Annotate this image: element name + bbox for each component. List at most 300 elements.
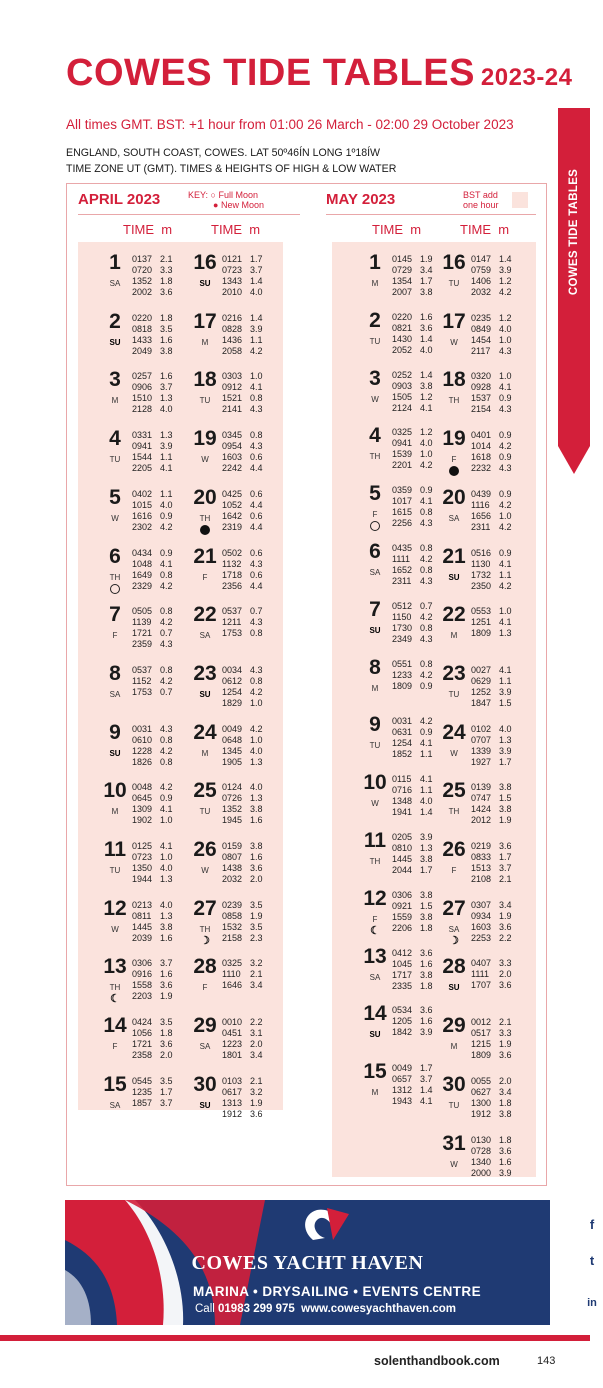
tide-time: 1233	[392, 669, 413, 680]
tide-row	[471, 874, 515, 885]
tide-row	[471, 1098, 515, 1109]
tide-row	[471, 1146, 515, 1157]
tide-row	[392, 507, 436, 518]
tide-height: 1.9	[499, 815, 512, 826]
tide-time: 1652	[392, 565, 413, 575]
tide-height: 4.0	[160, 404, 173, 415]
tide-height: 3.9	[499, 745, 512, 756]
tide-height: 4.3	[160, 639, 173, 650]
tide-row	[222, 393, 266, 404]
tide-row	[471, 324, 515, 335]
tide-row	[471, 1168, 515, 1179]
tide-height: 3.6	[250, 863, 263, 873]
tide-row	[132, 1039, 176, 1050]
tide-row	[132, 1098, 176, 1109]
tide-time: 1642	[222, 510, 243, 521]
tide-height: 3.6	[499, 1050, 512, 1061]
tide-row	[132, 265, 176, 276]
day-name: M	[201, 748, 209, 758]
footer-rule	[0, 1335, 590, 1341]
day-name: M	[371, 279, 379, 288]
day-number: 19	[442, 427, 466, 451]
tide-time: 1438	[222, 863, 243, 873]
day-name: M	[371, 1088, 379, 1098]
day-name: TU	[109, 866, 121, 875]
tide-time: 2205	[132, 463, 153, 474]
tide-row	[222, 441, 266, 452]
tide-row	[471, 1017, 515, 1028]
tide-row	[392, 1085, 436, 1096]
day-name: W	[450, 337, 458, 347]
tide-height: 3.8	[499, 1108, 512, 1119]
tide-row	[392, 1096, 436, 1107]
tide-height: 3.2	[250, 958, 263, 969]
tide-time: 2039	[132, 932, 153, 943]
tide-time: 0306	[392, 889, 413, 900]
tide-height: 0.9	[420, 727, 433, 738]
cowes-yacht-haven-ad[interactable]	[65, 1200, 597, 1325]
tide-height: 1.6	[420, 1016, 433, 1027]
tide-row	[132, 724, 176, 735]
tide-row	[471, 782, 515, 793]
tide-row	[392, 807, 436, 818]
tide-row	[471, 1135, 515, 1146]
tide-row	[471, 746, 515, 757]
tide-time: 1235	[132, 1086, 153, 1097]
tide-height: 4.3	[499, 404, 512, 415]
tide-time: 0402	[132, 488, 153, 499]
tide-height: 4.1	[160, 841, 173, 851]
day-number: 2	[369, 308, 381, 332]
tide-height: 0.8	[160, 569, 173, 580]
tide-time: 1505	[392, 391, 413, 402]
tide-time: 0012	[471, 1017, 492, 1028]
tide-height: 4.0	[499, 323, 512, 334]
tide-height: 1.9	[499, 1039, 512, 1050]
tide-time: 1521	[222, 393, 243, 404]
tide-height: 4.2	[499, 441, 512, 452]
tide-row	[222, 606, 266, 617]
tide-row	[471, 698, 515, 709]
tide-height: 4.3	[420, 576, 433, 586]
day-name: SU	[369, 625, 381, 635]
tide-height: 2.0	[499, 1075, 512, 1086]
tide-height: 3.4	[250, 980, 263, 991]
tide-time: 0537	[132, 664, 153, 675]
month-header-may: MAY 2023	[326, 191, 396, 208]
day-number: 17	[442, 309, 466, 333]
tide-height: 1.0	[499, 371, 512, 382]
tide-height: 4.0	[250, 782, 263, 793]
new-moon-icon: ●	[213, 200, 219, 210]
tide-height: 3.7	[160, 382, 173, 393]
day-number: 5	[109, 485, 121, 509]
tide-row	[222, 958, 266, 969]
tide-time: 1510	[132, 393, 153, 404]
tide-height: 1.3	[250, 756, 263, 767]
day-name: W	[371, 394, 379, 404]
tide-height: 3.6	[499, 841, 512, 851]
tide-row	[132, 371, 176, 382]
bst-swatch	[512, 192, 528, 208]
tide-row	[392, 485, 436, 496]
day-name: M	[111, 807, 119, 817]
title-year: 2023-24	[480, 64, 573, 91]
linkedin-icon[interactable]: in	[581, 1292, 603, 1314]
tide-time: 0941	[132, 441, 153, 452]
tide-row	[222, 430, 266, 441]
tide-time: 1313	[222, 1097, 243, 1108]
tide-time: 0048	[132, 782, 153, 793]
tide-row	[222, 841, 266, 852]
tide-time: 0723	[132, 852, 153, 862]
col-header: TIME m	[372, 222, 422, 237]
tide-height: 1.3	[250, 793, 263, 804]
tide-time: 2007	[392, 287, 413, 297]
day-name: TU	[369, 741, 381, 751]
tide-row	[392, 427, 436, 438]
tide-time: 0252	[392, 369, 413, 380]
tide-row	[471, 1050, 515, 1061]
tide-time: 0145	[392, 254, 413, 264]
day-name: TH	[369, 857, 381, 866]
day-number: 10	[103, 779, 127, 803]
tide-row	[132, 522, 176, 533]
tide-row	[222, 1039, 266, 1050]
tide-time: 2358	[132, 1050, 153, 1061]
tide-row	[392, 774, 436, 785]
day-number: 7	[109, 603, 121, 627]
tide-row	[471, 1087, 515, 1098]
day-name: TH	[448, 807, 460, 817]
tide-row	[392, 612, 436, 623]
tide-row	[471, 617, 515, 628]
tide-time: 2032	[222, 874, 243, 884]
tide-row	[471, 371, 515, 382]
tide-row	[222, 324, 266, 335]
tide-time: 0534	[392, 1005, 413, 1016]
tide-row	[132, 911, 176, 922]
tide-row	[471, 852, 515, 863]
tide-row	[471, 581, 515, 592]
tide-row	[222, 863, 266, 874]
tide-time: 1943	[392, 1096, 413, 1107]
tide-height: 2.1	[250, 1075, 263, 1086]
tide-row	[222, 698, 266, 709]
tide-row	[222, 346, 266, 357]
ad-tagline: MARINA • DRYSAILING • EVENTS CENTRE	[193, 1284, 481, 1299]
tide-height: 1.4	[420, 333, 433, 344]
tide-height: 1.0	[420, 449, 433, 460]
tide-time: 1649	[132, 569, 153, 580]
tide-time: 0325	[222, 958, 243, 969]
tide-time: 0818	[132, 323, 153, 334]
key-new-moon: New Moon	[220, 200, 264, 210]
tide-time: 0916	[132, 969, 153, 980]
footer-website[interactable]: solenthandbook.com	[374, 1354, 500, 1368]
tide-height: 3.8	[420, 380, 433, 391]
tide-height: 3.5	[160, 1017, 173, 1028]
tide-time: 0010	[222, 1017, 243, 1028]
tide-height: 1.8	[499, 1134, 512, 1145]
tide-time: 0435	[392, 543, 413, 553]
twitter-icon[interactable]: t	[581, 1250, 603, 1272]
tide-time: 2012	[471, 815, 492, 826]
day-name: F	[112, 1042, 118, 1052]
tide-row	[132, 559, 176, 570]
tide-height: 4.2	[499, 580, 512, 591]
tide-height: 3.5	[250, 921, 263, 932]
tide-height: 0.6	[250, 569, 263, 580]
tide-row	[392, 716, 436, 727]
tide-row	[392, 576, 436, 587]
tide-height: 3.9	[499, 686, 512, 697]
tide-time: 2356	[222, 580, 243, 591]
day-number: 25	[193, 779, 217, 803]
tide-time: 0849	[471, 323, 492, 334]
tide-time: 2058	[222, 345, 243, 356]
tide-time: 0537	[222, 606, 243, 617]
tide-height: 2.0	[250, 1039, 263, 1050]
tide-time: 0811	[132, 910, 152, 921]
tide-height: 3.8	[420, 911, 433, 922]
tide-row	[222, 874, 266, 885]
tide-row	[132, 958, 176, 969]
tide-time: 1445	[392, 854, 413, 864]
tide-height: 1.8	[160, 1028, 173, 1039]
tide-height: 1.0	[250, 734, 263, 745]
bst-note	[463, 190, 499, 210]
tide-time: 0412	[392, 947, 413, 958]
tide-row	[471, 793, 515, 804]
tide-time: 0545	[132, 1075, 153, 1086]
tide-time: 0726	[222, 793, 243, 804]
tide-time: 1753	[132, 686, 153, 697]
tide-time: 0345	[222, 430, 243, 441]
bst-note-line1: BST add	[463, 190, 498, 200]
tide-row	[392, 1074, 436, 1085]
tide-time: 1215	[471, 1039, 492, 1050]
tide-height: 4.0	[499, 723, 512, 734]
tide-row	[471, 1109, 515, 1120]
day-number: 16	[442, 251, 466, 274]
tide-height: 0.7	[160, 628, 173, 639]
tide-time: 0439	[471, 488, 492, 499]
tide-row	[132, 548, 176, 559]
tide-row	[471, 570, 515, 581]
tide-row	[132, 606, 176, 617]
tide-height: 4.0	[420, 438, 433, 449]
day-name: M	[201, 337, 209, 347]
day-name: M	[450, 631, 458, 641]
tide-time: 2302	[132, 521, 153, 532]
day-number: 15	[363, 1060, 387, 1084]
tide-height: 1.6	[160, 371, 173, 382]
tide-height: 4.0	[160, 499, 173, 510]
day-name: SU	[109, 337, 121, 347]
tide-time: 1015	[132, 499, 153, 510]
tide-row	[132, 452, 176, 463]
day-number: 11	[103, 838, 127, 861]
tide-height: 3.6	[499, 921, 512, 932]
tide-time: 0306	[132, 958, 153, 969]
day-name: F	[202, 983, 208, 993]
tide-time: 2359	[132, 639, 153, 650]
tide-time: 1857	[132, 1097, 153, 1108]
tide-row	[132, 969, 176, 980]
tide-time: 0049	[222, 723, 243, 734]
tide-time: 0451	[222, 1028, 243, 1039]
tide-height: 1.4	[499, 254, 512, 264]
tide-row	[471, 841, 515, 852]
tide-row	[222, 735, 266, 746]
tide-row	[132, 1087, 176, 1098]
tide-height: 1.4	[250, 276, 263, 286]
tide-height: 4.0	[420, 796, 433, 807]
tide-height: 4.3	[250, 664, 263, 675]
tide-row	[222, 933, 266, 944]
tide-time: 1912	[471, 1108, 492, 1119]
day-number: 30	[442, 1072, 466, 1096]
tide-height: 0.9	[499, 488, 512, 499]
tide-row	[392, 959, 436, 970]
tide-height: 4.0	[250, 745, 263, 756]
ad-website[interactable]: www.cowesyachthaven.com	[301, 1303, 457, 1315]
day-name: W	[111, 513, 119, 523]
tide-height: 3.5	[160, 323, 173, 334]
tide-time: 0425	[222, 488, 243, 499]
tide-time: 1048	[132, 558, 153, 569]
tide-height: 1.2	[499, 276, 512, 286]
tide-time: 2010	[222, 287, 243, 297]
tide-time: 1732	[471, 569, 492, 580]
tide-time: 0502	[222, 547, 243, 558]
facebook-icon[interactable]: f	[581, 1214, 603, 1236]
tide-row	[471, 815, 515, 826]
tide-row	[132, 276, 176, 287]
tide-row	[222, 980, 266, 991]
tide-row	[222, 1017, 266, 1028]
day-name: F	[451, 455, 457, 465]
tide-height: 1.9	[250, 910, 263, 921]
tide-row	[132, 382, 176, 393]
tide-time: 1139	[132, 617, 152, 628]
tide-row	[392, 970, 436, 981]
tide-time: 1406	[471, 276, 492, 286]
day-number: 9	[109, 720, 121, 744]
tide-row	[222, 570, 266, 581]
tide-height: 1.5	[499, 697, 512, 708]
tide-row	[132, 335, 176, 346]
day-number: 27	[442, 896, 466, 920]
day-number: 20	[442, 485, 466, 509]
day-number: 23	[442, 661, 466, 685]
moon-key	[188, 190, 264, 210]
tide-time: 0205	[392, 832, 413, 842]
tide-height: 4.3	[250, 617, 263, 628]
tide-row	[222, 489, 266, 500]
tide-height: 0.8	[160, 734, 173, 745]
tide-row	[132, 463, 176, 474]
tide-time: 0213	[132, 899, 153, 910]
tide-time: 1252	[471, 686, 492, 697]
tide-time: 1753	[222, 628, 243, 639]
tide-time: 1707	[471, 980, 492, 991]
tide-height: 0.8	[420, 507, 433, 518]
location-info	[66, 145, 396, 177]
tide-time: 2319	[222, 521, 243, 532]
tide-time: 1842	[392, 1027, 413, 1038]
tide-height: 4.1	[499, 664, 512, 675]
tide-row	[132, 511, 176, 522]
tide-row	[392, 312, 436, 323]
tide-height: 1.7	[250, 254, 263, 264]
tide-row	[471, 1076, 515, 1087]
tide-row	[392, 554, 436, 565]
tide-time: 2117	[471, 345, 491, 356]
tide-time: 2335	[392, 980, 413, 991]
tide-height: 0.9	[499, 393, 512, 404]
tide-row	[222, 969, 266, 980]
tide-height: 0.7	[250, 606, 263, 617]
tide-time: 1532	[222, 921, 243, 932]
tide-time: 1944	[132, 874, 153, 884]
tide-height: 1.6	[420, 311, 433, 322]
tide-time: 1251	[471, 617, 492, 628]
tide-height: 0.9	[160, 510, 173, 521]
tide-time: 2158	[222, 932, 243, 943]
tide-row	[392, 1063, 436, 1074]
tide-time: 1345	[222, 745, 243, 756]
tide-row	[132, 346, 176, 357]
tide-time: 1017	[392, 496, 413, 507]
tide-time: 0833	[471, 852, 492, 862]
tide-height: 0.8	[250, 393, 263, 404]
day-number: 28	[193, 955, 217, 979]
tide-time: 0031	[392, 716, 413, 727]
tide-row	[132, 874, 176, 885]
tide-height: 2.0	[250, 874, 263, 884]
tide-time: 0239	[222, 899, 243, 910]
tide-time: 1436	[222, 334, 243, 345]
tide-row	[392, 634, 436, 645]
tide-row	[392, 345, 436, 356]
day-name: TH	[109, 572, 121, 582]
tide-height: 2.2	[250, 1017, 263, 1028]
tide-height: 4.2	[160, 617, 173, 628]
tide-row	[471, 382, 515, 393]
tide-time: 1646	[222, 980, 243, 991]
tide-row	[392, 392, 436, 403]
tide-row	[392, 623, 436, 634]
tide-time: 1228	[132, 745, 153, 756]
tide-time: 1152	[132, 675, 152, 686]
tide-height: 3.8	[499, 782, 512, 793]
tide-height: 3.7	[499, 863, 512, 873]
tide-row	[392, 785, 436, 796]
tide-time: 1905	[222, 756, 243, 767]
tide-row	[222, 500, 266, 511]
tide-time: 0617	[222, 1086, 243, 1097]
tide-time: 0821	[392, 322, 413, 333]
tide-row	[392, 738, 436, 749]
tide-height: 0.8	[160, 664, 173, 675]
tide-row	[392, 403, 436, 414]
tide-row	[222, 404, 266, 415]
tide-height: 1.7	[420, 865, 433, 875]
tide-height: 3.6	[499, 1145, 512, 1156]
tide-height: 4.0	[160, 863, 173, 873]
